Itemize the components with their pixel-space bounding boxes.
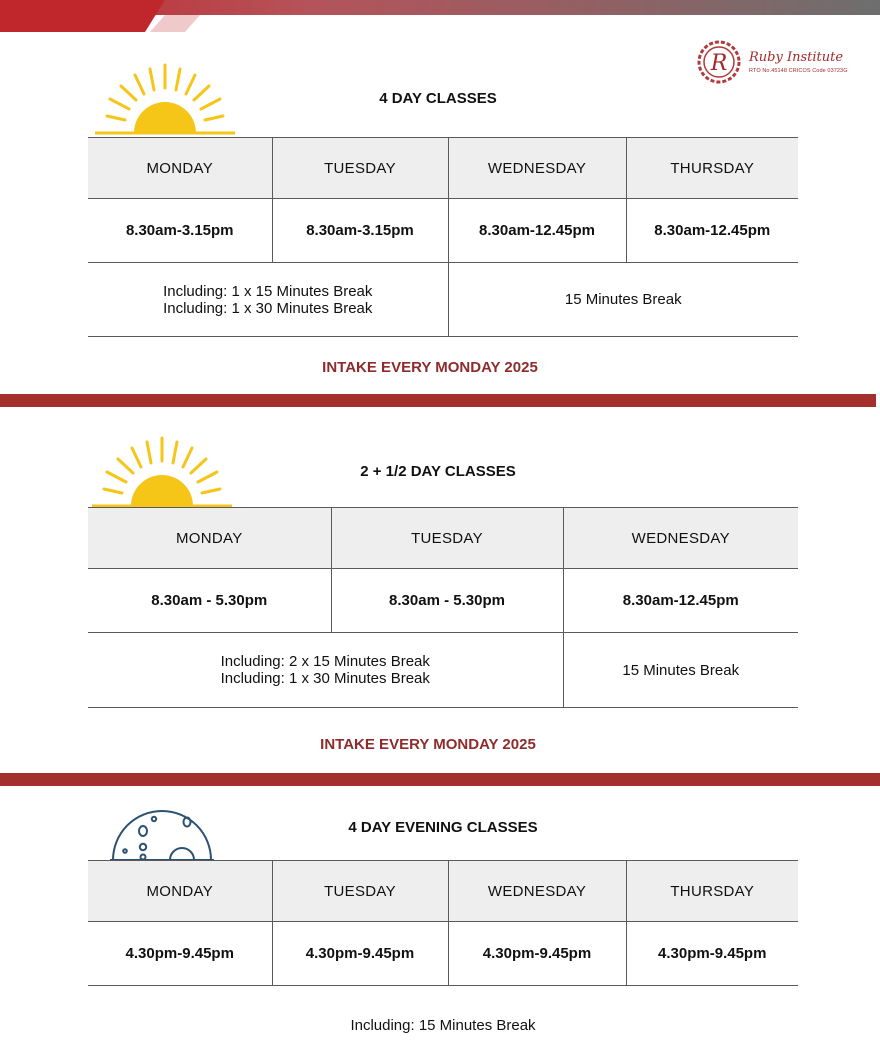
time-wednesday: 4.30pm-9.45pm xyxy=(448,922,626,986)
logo-registration: RTO No.45148 CRICOS Code 03723G xyxy=(749,68,848,74)
day-header-wednesday: WEDNESDAY xyxy=(448,861,626,922)
section-divider xyxy=(0,394,876,407)
section-title-evening: 4 DAY EVENING CLASSES xyxy=(348,819,538,836)
break-details xyxy=(88,263,448,337)
time-monday: 4.30pm-9.45pm xyxy=(88,922,272,986)
time-monday: 8.30am-3.15pm xyxy=(88,199,272,263)
section-title-4-day: 4 DAY CLASSES xyxy=(379,90,497,107)
break-line: Including: 1 x 30 Minutes Break xyxy=(163,299,373,317)
day-header-thursday: THURSDAY xyxy=(626,861,798,922)
schedule-table-4-day xyxy=(88,137,798,337)
day-header-wednesday: WEDNESDAY xyxy=(563,508,798,569)
logo-emblem-icon xyxy=(697,40,741,84)
break-details xyxy=(88,633,563,708)
logo-name: Ruby Institute xyxy=(749,50,844,65)
time-tuesday: 4.30pm-9.45pm xyxy=(272,922,448,986)
break-short: 15 Minutes Break xyxy=(448,263,798,337)
day-header-monday: MONDAY xyxy=(88,138,272,199)
section-divider xyxy=(0,773,880,786)
day-header-tuesday: TUESDAY xyxy=(331,508,563,569)
moon-icon xyxy=(110,806,214,862)
intake-note: INTAKE EVERY MONDAY 2025 xyxy=(322,359,538,376)
intake-note: INTAKE EVERY MONDAY 2025 xyxy=(320,736,536,753)
time-monday: 8.30am - 5.30pm xyxy=(88,569,331,633)
break-line: Including: 2 x 15 Minutes Break xyxy=(220,653,430,670)
day-header-wednesday: WEDNESDAY xyxy=(448,138,626,199)
schedule-table-2-half-day xyxy=(88,507,798,708)
section-title-2-half-day: 2 + 1/2 DAY CLASSES xyxy=(360,463,516,480)
day-header-thursday: THURSDAY xyxy=(626,138,798,199)
sun-icon xyxy=(92,435,232,509)
time-thursday: 4.30pm-9.45pm xyxy=(626,922,798,986)
ruby-institute-logo xyxy=(697,40,867,84)
time-tuesday: 8.30am-3.15pm xyxy=(272,199,448,263)
sun-icon xyxy=(95,62,235,136)
day-header-monday: MONDAY xyxy=(88,508,331,569)
schedule-table-evening xyxy=(88,860,798,986)
time-tuesday: 8.30am - 5.30pm xyxy=(331,569,563,633)
day-header-tuesday: TUESDAY xyxy=(272,138,448,199)
break-line: Including: 1 x 30 Minutes Break xyxy=(220,670,430,687)
break-short: 15 Minutes Break xyxy=(563,633,798,708)
evening-break-note: Including: 15 Minutes Break xyxy=(350,1017,536,1034)
top-banner xyxy=(0,0,880,32)
break-line: Including: 1 x 15 Minutes Break xyxy=(163,282,373,300)
day-header-monday: MONDAY xyxy=(88,861,272,922)
time-thursday: 8.30am-12.45pm xyxy=(626,199,798,263)
time-wednesday: 8.30am-12.45pm xyxy=(448,199,626,263)
time-wednesday: 8.30am-12.45pm xyxy=(563,569,798,633)
day-header-tuesday: TUESDAY xyxy=(272,861,448,922)
svg-text:R: R xyxy=(710,51,728,76)
